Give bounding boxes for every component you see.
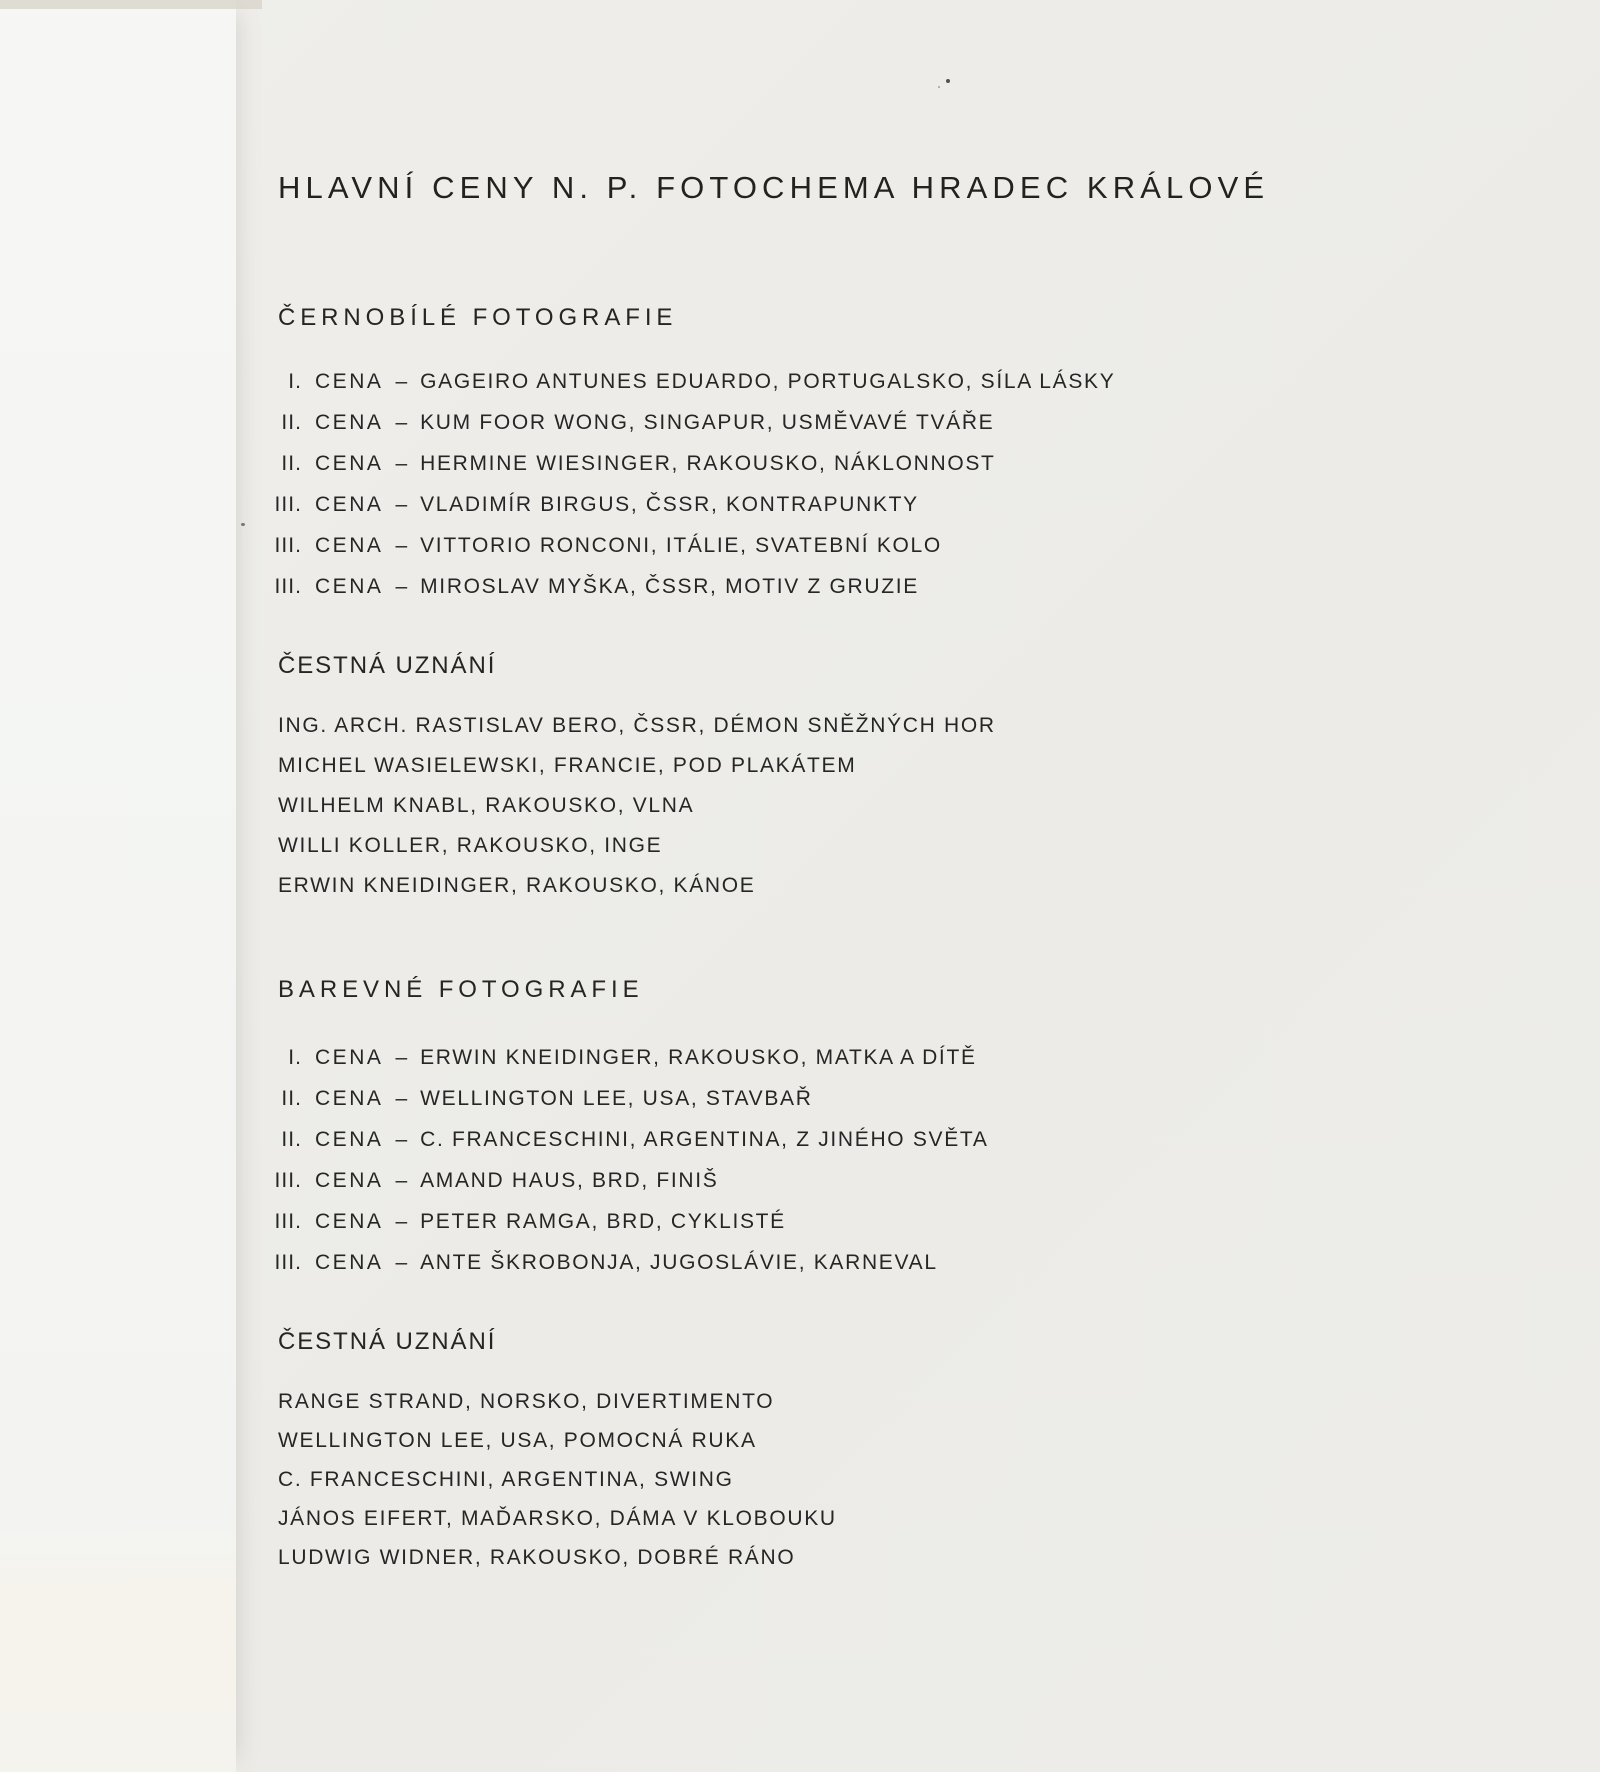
- prize-row: [252, 361, 1600, 402]
- prize-label: CENA: [315, 1250, 384, 1274]
- prize-label: CENA: [315, 410, 384, 434]
- prize-row: [252, 566, 1600, 607]
- prize-label: CENA: [315, 1168, 384, 1192]
- prize-label: CENA: [315, 1209, 384, 1233]
- prize-dash: –: [395, 1168, 408, 1192]
- prize-row: [252, 1078, 1600, 1119]
- prize-label: CENA: [315, 1086, 384, 1110]
- prize-dash: –: [395, 1086, 408, 1110]
- prize-label: CENA: [315, 451, 384, 475]
- prize-row: [252, 1160, 1600, 1201]
- page-title: HLAVNÍ CENY N. P. FOTOCHEMA HRADEC KRÁLOVÉ: [278, 170, 1270, 205]
- prize-rank: II.: [281, 1127, 302, 1151]
- honors-heading-color: ČESTNÁ UZNÁNÍ: [278, 1328, 497, 1355]
- prize-label: CENA: [315, 574, 384, 598]
- prize-row: [252, 525, 1600, 566]
- prize-label: CENA: [315, 369, 384, 393]
- prize-dash: –: [395, 492, 408, 516]
- prize-dash: –: [395, 1127, 408, 1151]
- prize-dash: –: [395, 1250, 408, 1274]
- honor-line: MICHEL WASIELEWSKI, FRANCIE, POD PLAKÁTEM: [278, 754, 857, 777]
- prize-entry: KUM FOOR WONG, SINGAPUR, USMĚVAVÉ TVÁŘE: [420, 410, 995, 434]
- prize-dash: –: [395, 451, 408, 475]
- prize-entry: VLADIMÍR BIRGUS, ČSSR, KONTRAPUNKTY: [420, 492, 919, 516]
- prize-rank: III.: [274, 1250, 302, 1274]
- prize-rank: II.: [281, 1086, 302, 1110]
- prize-rank: II.: [281, 451, 302, 475]
- prize-rank: III.: [274, 533, 302, 557]
- prize-rank: III.: [274, 1209, 302, 1233]
- honor-line: WELLINGTON LEE, USA, POMOCNÁ RUKA: [278, 1428, 757, 1452]
- prize-row: [252, 1201, 1600, 1242]
- prize-label: CENA: [315, 533, 384, 557]
- honors-list-bw: [252, 706, 1600, 906]
- prize-entry: WELLINGTON LEE, USA, STAVBAŘ: [420, 1086, 813, 1110]
- prize-dash: –: [395, 533, 408, 557]
- prize-entry: AMAND HAUS, BRD, FINIŠ: [420, 1168, 719, 1192]
- prize-label: CENA: [315, 492, 384, 516]
- honors-list-color: [252, 1382, 1600, 1577]
- prize-rank: II.: [281, 410, 302, 434]
- prize-row: [252, 443, 1600, 484]
- prize-row: [252, 1037, 1600, 1078]
- section-heading-barevne: BAREVNÉ FOTOGRAFIE: [278, 976, 644, 1003]
- prize-row: [252, 1119, 1600, 1160]
- prize-dash: –: [395, 574, 408, 598]
- section-heading-cernobile: ČERNOBÍLÉ FOTOGRAFIE: [278, 304, 678, 331]
- prize-entry: PETER RAMGA, BRD, CYKLISTÉ: [420, 1209, 786, 1233]
- honor-line: WILHELM KNABL, RAKOUSKO, VLNA: [278, 794, 695, 817]
- prize-dash: –: [395, 410, 408, 434]
- prize-entry: C. FRANCESCHINI, ARGENTINA, Z JINÉHO SVĚTA: [420, 1127, 989, 1151]
- prize-list-bw: [252, 361, 1600, 607]
- prize-dash: –: [395, 1209, 408, 1233]
- honor-line: RANGE STRAND, NORSKO, DIVERTIMENTO: [278, 1389, 775, 1413]
- prize-label: CENA: [315, 1045, 384, 1069]
- prize-rank: III.: [274, 492, 302, 516]
- honor-line: LUDWIG WIDNER, RAKOUSKO, DOBRÉ RÁNO: [278, 1545, 796, 1569]
- prize-row: [252, 402, 1600, 443]
- prize-entry: GAGEIRO ANTUNES EDUARDO, PORTUGALSKO, SÍLA LÁSKY: [420, 369, 1116, 393]
- prize-row: [252, 484, 1600, 525]
- prize-dash: –: [395, 1045, 408, 1069]
- honor-line: ERWIN KNEIDINGER, RAKOUSKO, KÁNOE: [278, 874, 756, 897]
- prize-entry: ANTE ŠKROBONJA, JUGOSLÁVIE, KARNEVAL: [420, 1250, 938, 1274]
- prize-dash: –: [395, 369, 408, 393]
- prize-rank: I.: [288, 369, 302, 393]
- prize-rank: III.: [274, 574, 302, 598]
- prize-label: CENA: [315, 1127, 384, 1151]
- prize-entry: ERWIN KNEIDINGER, RAKOUSKO, MATKA A DÍTĚ: [420, 1045, 977, 1069]
- honor-line: JÁNOS EIFERT, MAĎARSKO, DÁMA V KLOBOUKU: [278, 1506, 837, 1530]
- prize-rank: I.: [288, 1045, 302, 1069]
- honors-heading-bw: ČESTNÁ UZNÁNÍ: [278, 652, 497, 679]
- prize-list-color: [252, 1037, 1600, 1283]
- honor-line: ING. ARCH. RASTISLAV BERO, ČSSR, DÉMON SNĚŽNÝCH HOR: [278, 714, 996, 737]
- honor-line: C. FRANCESCHINI, ARGENTINA, SWING: [278, 1467, 734, 1491]
- honor-line: WILLI KOLLER, RAKOUSKO, INGE: [278, 834, 663, 857]
- prize-rank: III.: [274, 1168, 302, 1192]
- prize-entry: VITTORIO RONCONI, ITÁLIE, SVATEBNÍ KOLO: [420, 533, 942, 557]
- prize-entry: MIROSLAV MYŠKA, ČSSR, MOTIV Z GRUZIE: [420, 574, 919, 598]
- prize-row: [252, 1242, 1600, 1283]
- prize-entry: HERMINE WIESINGER, RAKOUSKO, NÁKLONNOST: [420, 451, 996, 475]
